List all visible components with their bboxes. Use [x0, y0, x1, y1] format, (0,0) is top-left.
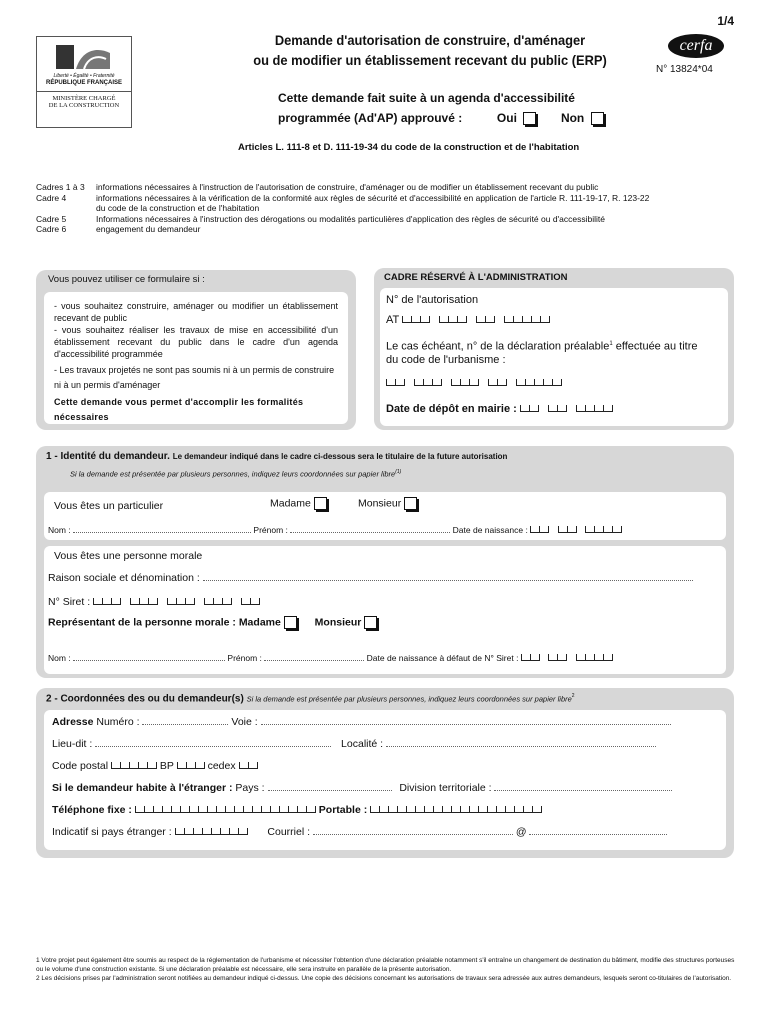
- usage-item-2: - vous souhaitez réaliser les travaux de mise en accessibilité d'un établissement recevant du public dans le cadre d'un agenda d'accessibilité programmée: [54, 325, 338, 359]
- depot-date-year[interactable]: [576, 403, 613, 415]
- admin-box-title: CADRE RÉSERVÉ À L'ADMINISTRATION: [384, 272, 568, 283]
- representant-label: Représentant de la personne morale :: [48, 616, 236, 629]
- cadre-row: du code de la construction et de l'habitation: [96, 203, 260, 213]
- depot-date-label: Date de dépôt en mairie :: [386, 402, 517, 415]
- cedex-label: cedex: [207, 760, 236, 772]
- birthdate2-year[interactable]: [576, 653, 613, 663]
- section2-title: 2 - Coordonnées des ou du demandeur(s): [46, 693, 244, 705]
- birthdate-label: Date de naissance :: [452, 525, 528, 535]
- siret-label: N° Siret :: [48, 596, 91, 608]
- cadre-row: Cadre 5 Informations nécessaires à l'instruction des dérogations ou modalités particulières d'application des règles de sécurité ou d'accessibilité: [36, 213, 606, 224]
- madame-checkbox[interactable]: [314, 497, 327, 510]
- footnotes: [36, 956, 736, 983]
- courriel-domain-field[interactable]: [529, 826, 667, 835]
- section1-title: 1 - Identité du demandeur.: [46, 451, 170, 462]
- usage-info-box: [36, 270, 356, 430]
- adresse-label: Adresse: [52, 716, 94, 728]
- portable-digits[interactable]: [370, 804, 542, 816]
- birthdate2-day[interactable]: [521, 653, 540, 663]
- siret-group[interactable]: [130, 596, 158, 608]
- dp-digits-dept[interactable]: [414, 377, 442, 389]
- prealable-label-2: du code de l'urbanisme :: [386, 353, 506, 366]
- republic-name: RÉPUBLIQUE FRANÇAISE: [45, 80, 122, 86]
- madame-label: Madame: [270, 497, 311, 510]
- lieudit-label: Lieu-dit :: [52, 738, 93, 750]
- birthdate-day[interactable]: [530, 525, 549, 535]
- prenom2-field[interactable]: [264, 652, 364, 661]
- footnote-2: 2 Les décisions prises par l'administration seront notifiées au demandeur indiqué ci-dessus. Une copie des décisions concernant les autorisations de travaux sera adressée aux autres demandeurs, lesquels seront co-titulaires de l'autorisation.: [36, 975, 732, 982]
- numero-label: Numéro :: [96, 716, 140, 728]
- siret-group[interactable]: [241, 596, 260, 608]
- codepostal-label: Code postal: [52, 760, 109, 772]
- adap-non-checkbox[interactable]: [591, 112, 604, 125]
- division-label: Division territoriale :: [399, 782, 492, 794]
- madame2-checkbox[interactable]: [284, 616, 297, 629]
- cerfa-logo: [668, 34, 724, 58]
- dp-digits-type[interactable]: [386, 377, 405, 389]
- codepostal-digits[interactable]: [111, 760, 157, 772]
- localite-field[interactable]: [386, 738, 656, 747]
- section2-footnote-ref: 2: [571, 693, 575, 699]
- dp-digits-year[interactable]: [488, 377, 507, 389]
- voie-label: Voie :: [231, 716, 258, 728]
- adap-question-line2: programmée (Ad'AP) approuvé :: [278, 111, 463, 125]
- monsieur2-label: Monsieur: [314, 616, 362, 629]
- cadre-row: Cadre 4 informations nécessaires à la vérification de la conformité aux règles de sécurité et d'accessibilité en application de l'article R. 111-19-17, R. 123-22: [36, 192, 650, 203]
- monsieur-checkbox[interactable]: [404, 497, 417, 510]
- pays-label: Pays :: [235, 782, 265, 794]
- bp-digits[interactable]: [177, 760, 205, 772]
- at-digits-commune[interactable]: [439, 314, 467, 326]
- republic-logo: [36, 36, 132, 128]
- raison-sociale-field[interactable]: [203, 572, 693, 581]
- birthdate-month[interactable]: [558, 525, 577, 535]
- telephone-label: Téléphone fixe :: [52, 804, 132, 816]
- at-digits-number[interactable]: [504, 314, 550, 326]
- numero-field[interactable]: [142, 716, 228, 725]
- monsieur2-checkbox[interactable]: [364, 616, 377, 629]
- motto: Liberté • Égalité • Fraternité: [53, 73, 115, 79]
- cadres-list: [36, 182, 736, 235]
- nom-label: Nom :: [48, 525, 71, 535]
- bp-label: BP: [159, 760, 174, 772]
- cadre-row: Cadres 1 à 3 informations nécessaires à l'instruction de l'autorisation de construire, d'aménager ou de modifier un établissement recevant du public: [36, 182, 599, 192]
- nom2-label: Nom :: [48, 653, 71, 663]
- usage-note: Cette demande vous permet d'accomplir les formalités nécessaires: [54, 397, 304, 422]
- at-label: AT: [386, 314, 400, 326]
- indicatif-digits[interactable]: [175, 826, 248, 838]
- telephone-digits[interactable]: [135, 804, 316, 816]
- marianne-icon: [54, 43, 114, 71]
- cerfa-logo-text: cerfa: [679, 37, 713, 54]
- section1-note: Si la demande est présentée par plusieurs personnes, indiquez leurs coordonnées sur papier libre: [70, 469, 396, 479]
- form-title-line2: ou de modifier un établissement recevant du public (ERP): [253, 52, 607, 68]
- prenom-label: Prénom :: [253, 525, 288, 535]
- indicatif-label: Indicatif si pays étranger :: [52, 826, 172, 838]
- madame2-label: Madame: [238, 616, 281, 629]
- siret-group[interactable]: [167, 596, 195, 608]
- siret-group[interactable]: [93, 596, 121, 608]
- section2-note: Si la demande est présentée par plusieurs personnes, indiquez leurs coordonnées sur papier libre: [246, 694, 572, 704]
- note-footnote-ref: (1): [395, 469, 402, 475]
- prenom-field[interactable]: [290, 524, 450, 533]
- footnote-1: 1 Votre projet peut également être soumis au respect de la réglementation de l'urbanisme et nécessiter l'obtention d'une déclaration préalable notamment s'il entraîne un changement de destination du bâtiment, modifie des structures porteuses ou le volume d'une construction existante. Si une déclaration préalable est nécessaire, elle sera instruite en parallèle de la présente autorisation.: [36, 957, 735, 973]
- authorisation-number-label: N° de l'autorisation: [386, 294, 479, 306]
- siret-group[interactable]: [204, 596, 232, 608]
- articles-reference: Articles L. 111-8 et D. 111-19-34 du code de la construction et de l'habitation: [238, 142, 580, 153]
- morale-label: Vous êtes une personne morale: [54, 550, 203, 562]
- birthdate2-month[interactable]: [548, 653, 567, 663]
- voie-field[interactable]: [261, 716, 671, 725]
- courriel-at: @: [515, 826, 527, 838]
- usage-info-title: Vous pouvez utiliser ce formulaire si :: [48, 274, 205, 285]
- localite-label: Localité :: [341, 738, 384, 750]
- form-title-line1: Demande d'autorisation de construire, d'aménager: [274, 32, 586, 48]
- usage-item-1: - vous souhaitez construire, aménager ou modifier un établissement recevant de public: [54, 301, 338, 323]
- footnote-ref: 1: [609, 341, 613, 347]
- ministry-line1: MINISTÈRE CHARGÉ: [52, 95, 116, 102]
- portable-label: Portable :: [318, 804, 368, 816]
- prealable-label: Le cas échéant, n° de la déclaration préalable: [386, 340, 610, 353]
- adap-oui-checkbox[interactable]: [523, 112, 536, 125]
- etranger-label: Si le demandeur habite à l'étranger :: [52, 782, 233, 794]
- ministry-line2: DE LA CONSTRUCTION: [48, 102, 120, 109]
- adap-question-line1: Cette demande fait suite à un agenda d'accessibilité: [278, 91, 575, 105]
- prenom2-label: Prénom :: [227, 653, 262, 663]
- section-coordinates: [36, 688, 734, 858]
- cadre-row: Cadre 6 engagement du demandeur: [36, 224, 201, 234]
- nom-field[interactable]: [73, 524, 251, 533]
- courriel-label: Courriel :: [267, 826, 311, 838]
- adap-oui-label: Oui: [496, 111, 517, 125]
- pays-field[interactable]: [268, 782, 392, 791]
- usage-item-3: - Les travaux projetés ne sont pas soumis ni à un permis de construire ni à un permis d'aménager: [54, 365, 335, 390]
- lieudit-field[interactable]: [95, 738, 331, 747]
- at-digits-year[interactable]: [476, 314, 495, 326]
- section1-subtitle: Le demandeur indiqué dans le cadre ci-dessous sera le titulaire de la future autorisation: [172, 452, 508, 461]
- section-identity: [36, 446, 734, 678]
- birthdate-year[interactable]: [585, 525, 622, 535]
- prealable-label-tail: effectuée au titre: [612, 340, 698, 353]
- depot-date-day[interactable]: [520, 403, 539, 415]
- cedex-digits[interactable]: [239, 760, 258, 772]
- adap-non-label: Non: [560, 111, 585, 125]
- raison-sociale-label: Raison sociale et dénomination :: [48, 572, 200, 584]
- particulier-label: Vous êtes un particulier: [54, 500, 164, 512]
- dp-digits-commune[interactable]: [451, 377, 479, 389]
- admin-reserved-box: [374, 268, 734, 430]
- at-digits-dept[interactable]: [402, 314, 430, 326]
- division-field[interactable]: [494, 782, 672, 791]
- cerfa-number: N° 13824*04: [656, 64, 713, 75]
- birthdate2-label: Date de naissance à défaut de N° Siret :: [366, 653, 519, 663]
- courriel-user-field[interactable]: [313, 826, 513, 835]
- monsieur-label: Monsieur: [358, 497, 402, 510]
- dp-digits-number[interactable]: [516, 377, 562, 389]
- page-number: 1/4: [717, 14, 734, 28]
- depot-date-month[interactable]: [548, 403, 567, 415]
- nom2-field[interactable]: [73, 652, 225, 661]
